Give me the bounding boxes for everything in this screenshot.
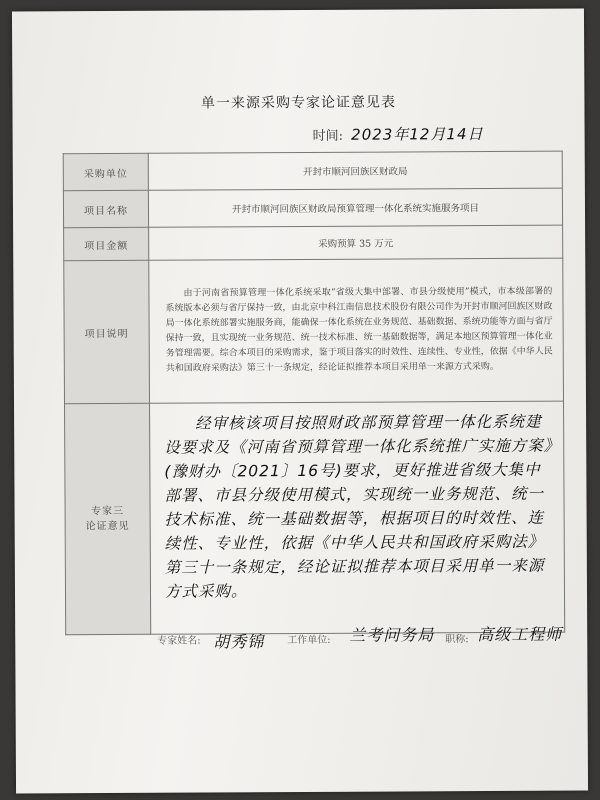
description-cell (149, 258, 564, 403)
opinion-value: 经审核该项目按照财政部预算管理一体化系统建设要求及《河南省预算管理一体化系统推广实施方案》(豫财办〔2021〕16号)要求，更好推进省级大集中部署、市县分级使用模式，实现统一业务规范、统一技术标准、统一基础数据等，根据项目的时效性、连续性、专业性，依据《中华人民共和国政府采购法》第三十一条规定，经论证拟推荐本项目采用单一来源方式采购。 (164, 412, 553, 601)
opinion-label-line-2: 论证意见 (85, 520, 130, 533)
unit-label: 采购单位 (63, 153, 148, 190)
opinion-cell (150, 401, 565, 652)
expert-name-value: 胡秀锦 (213, 632, 265, 652)
work-unit-value: 兰考问务局 (349, 625, 435, 645)
opinion-label-line-1: 专家三 (91, 505, 125, 518)
table-row-amount (64, 225, 563, 261)
job-title-label: 职称: (445, 634, 469, 646)
date-label: 时间: (312, 128, 344, 144)
description-label: 项目说明 (64, 260, 150, 403)
table-row-unit (63, 151, 562, 191)
table-row-opinion (65, 401, 565, 635)
expert-name-label: 专家姓名: (157, 635, 201, 647)
amount-value: 采购预算 35 万元 (149, 225, 563, 260)
signature-row (151, 622, 564, 652)
work-unit-label: 工作单位: (287, 634, 331, 647)
opinion-label (65, 403, 151, 634)
job-title-value: 高级工程师 (477, 624, 563, 645)
unit-value: 开封市顺河回族区财政局 (148, 151, 562, 190)
amount-label: 项目金额 (64, 227, 149, 260)
table-row-description (64, 258, 564, 404)
date-row (313, 123, 484, 145)
document-title: 单一来源采购专家论证意见表 (200, 94, 396, 112)
table-row-name (63, 188, 562, 228)
opinion-form-table (63, 151, 566, 652)
project-name-value: 开封市顺河回族区财政局预算管理一体化系统实施服务项目 (148, 188, 562, 227)
date-value: 2023年12月14日 (351, 125, 484, 144)
description-value: 由于河南省预算管理一体化系统采取“省级大集中部署、市县分级使用”模式，市本级部署的系统版本必须与省厅保持一致，由北京中科江南信息技术股份有限公司作为开封市顺河回族区财政局一体化系统部署实施服务商，能确保一体化系统在业务规范、基础数据、系统功能等方面与省厅保持一致，且实现统一业务规范、统一技术标准、统一基础数据等，满足本地区预算管理一体化业务管理需要。综合本项目的采购需求，鉴于项目落实的时效性、连续性、专业性，依据《中华人民共和国政府采购法》第三十一条规定，经论证拟推荐本项目采用单一来源方式采购。 (165, 286, 553, 374)
project-name-label: 项目名称 (63, 190, 148, 227)
document-page (12, 9, 588, 794)
